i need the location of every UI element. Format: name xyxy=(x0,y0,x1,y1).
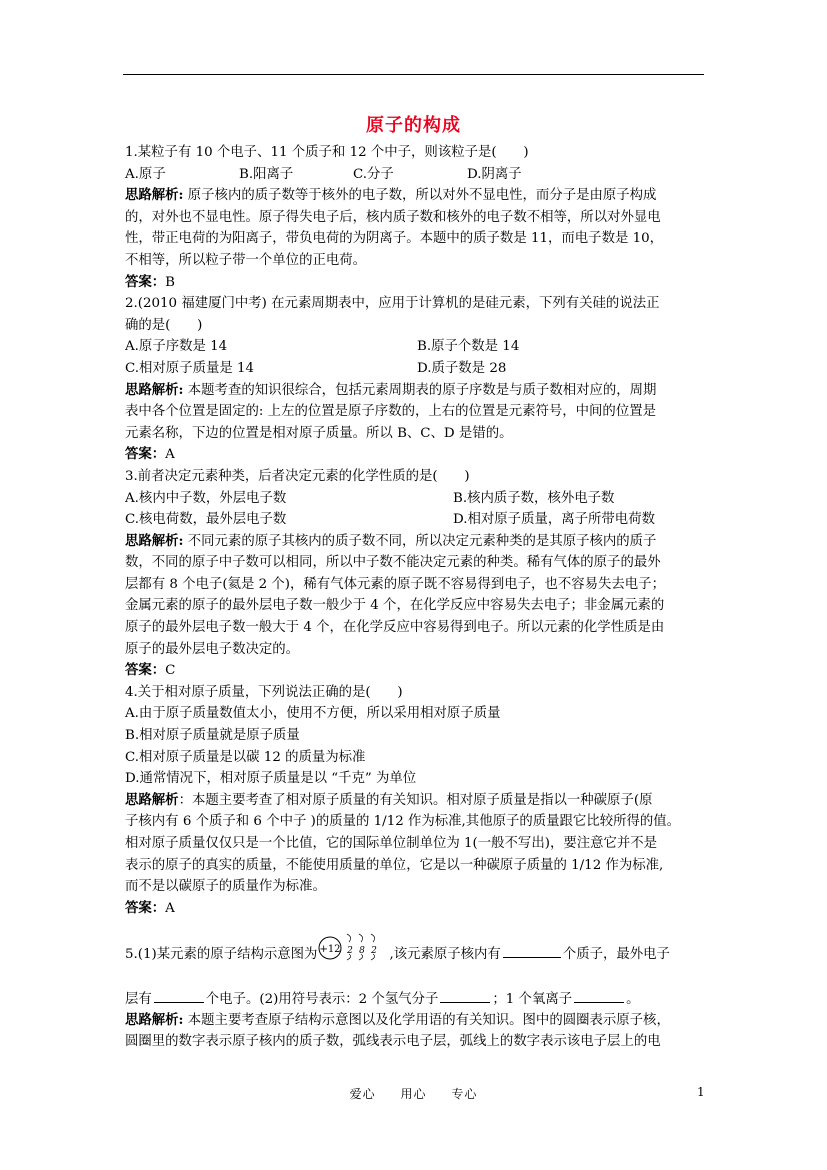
q4-analysis-label: 思路解析 xyxy=(125,791,179,808)
q2-analysis-line: 表中各个位置是固定的: 上左的位置是原子序数的，上右的位置是元素符号，中间的位置是 xyxy=(125,404,656,420)
q5-analysis-line: 圆圈里的数字表示原子核内的质子数，弧线表示电子层，弧线上的数字表示该电子层上的电 xyxy=(125,1034,661,1050)
q2-answer-label: 答案： xyxy=(125,446,166,463)
q4-stem: 4.关于相对原子质量，下列说法正确的是( ) xyxy=(125,684,403,700)
q2-options-row xyxy=(125,358,709,380)
q3-option-a: A.核内中子数，外层电子数 xyxy=(125,490,287,506)
page-number: 1 xyxy=(697,1085,705,1099)
footer-item: 用心 xyxy=(400,1087,427,1101)
q2-option-a: A.原子序数是 14 xyxy=(125,339,228,355)
q2-answer: A xyxy=(165,447,175,463)
q4-analysis-line: 而不是以碳原子的质量作为标准。 xyxy=(125,879,326,895)
q2-stem-line: 确的是( ) xyxy=(125,317,203,333)
q3-analysis-line: 数，不同的原子中子数可以相同，所以中子数不能决定元素的种类。稀有气体的原子的最外 xyxy=(125,555,661,571)
q5-blank-protons[interactable] xyxy=(503,943,561,958)
q5-stem-part: ,该元素原子核内有 xyxy=(389,947,501,962)
q5-stem-part: 5.(1)某元素的原子结构示意图为 xyxy=(125,947,318,962)
q5-analysis-label: 思路解析: xyxy=(125,1011,184,1028)
q2-analysis-label: 思路解析: xyxy=(125,381,184,398)
header-rule xyxy=(123,74,704,75)
q5-continued xyxy=(125,988,709,1053)
q3-analysis-line: 层都有 8 个电子(氦是 2 个)，稀有气体元素的原子既不容易得到电子，也不容易失去电子； xyxy=(125,576,665,592)
q1-analysis-line: 不相等，所以粒子带一个单位的正电荷。 xyxy=(125,252,367,268)
q2-option-b: B.原子个数是 14 xyxy=(417,339,520,355)
q2-option-d: D.质子数是 28 xyxy=(417,360,507,376)
q3-stem: 3.前者决定元素种类，后者决定元素的化学性质的是( ) xyxy=(125,468,470,484)
q1-option-b: B.阳离子 xyxy=(239,166,294,182)
content-body xyxy=(125,142,709,919)
q2-stem-line: 2.(2010 福建厦门中考) 在元素周期表中，应用于计算机的是硅元素，下列有关硅的说法正 xyxy=(125,296,660,312)
q1-options xyxy=(125,164,709,186)
q1-option-d: D.阴离子 xyxy=(467,166,522,182)
q3-answer-label: 答案： xyxy=(125,662,166,679)
q1-option-a: A.原子 xyxy=(125,166,166,182)
q3-analysis-line: 不同元素的原子其核内的质子数不同，所以决定元素种类的是其原子核内的质子 xyxy=(183,533,657,549)
q3-options-row xyxy=(125,488,709,510)
diagram-shell-2: 8 xyxy=(359,946,366,956)
q1-stem: 1.某粒子有 10 个电子、11 个质子和 12 个中子，则该粒子是( ) xyxy=(125,145,529,160)
q5-analysis-line: 本题主要考查原子结构示意图以及化学用语的有关知识。图中的圆圈表示原子核， xyxy=(183,1012,670,1028)
q3-analysis-line: 原子的最外层电子数一般大于 4 个，在化学反应中容易得到电子。所以元素的化学性质是由 xyxy=(125,620,665,636)
q4-option-d: D.通常情况下，相对原子质量是以 “千克” 为单位 xyxy=(125,771,417,787)
q2-analysis-line: 元素名称，下边的位置是相对原子质量。所以 B、C、D 是错的。 xyxy=(125,425,513,441)
q3-analysis-label: 思路解析: xyxy=(125,532,184,549)
q3-option-b: B.核内质子数，核外电子数 xyxy=(453,490,615,506)
diagram-nucleus: +12 xyxy=(319,944,341,955)
q1-analysis-line: 性，带正电荷的为阳离子，带负电荷的为阴离子。本题中的质子数是 11，而电子数是 10， xyxy=(125,231,664,247)
q4-option-a: A.由于原子质量数值太小，使用不方便，所以采用相对原子质量 xyxy=(125,706,501,722)
q5-blank-hydrogen[interactable] xyxy=(440,988,490,1003)
q3-options-row xyxy=(125,509,709,531)
q4-analysis-line: ：本题主要考查了相对原子质量的有关知识。相对原子质量是指以一种碳原子(原 xyxy=(178,792,653,808)
q5-stem-line xyxy=(125,943,709,966)
q4-option-c: C.相对原子质量是以碳 12 的质量为标准 xyxy=(125,749,366,765)
q5-stem-part: 层有 xyxy=(125,992,152,1007)
atom-structure-diagram xyxy=(317,944,389,965)
diagram-shell-3: 2 xyxy=(371,946,378,956)
q1-analysis-line: 原子核内的质子数等于核外的电子数，所以对外不显电性，而分子是由原子构成 xyxy=(183,188,657,204)
q3-analysis-line: 金属元素的原子的最外层电子数一般少于 4 个，在化学反应中容易失去电子；非金属元素的 xyxy=(125,598,665,614)
q5-stem-line2 xyxy=(125,988,709,1010)
q3-option-d: D.相对原子质量，离子所带电荷数 xyxy=(453,512,655,528)
q1-analysis-line: 的，对外也不显电性。原子得失电子后，核内质子数和核外的电子数不相等，所以对外显电 xyxy=(125,209,661,225)
q4-answer: A xyxy=(165,900,175,916)
q1-option-c: C.分子 xyxy=(353,166,394,182)
q1-answer: B xyxy=(165,274,176,290)
q4-option-b: B.相对原子质量就是原子质量 xyxy=(125,728,300,744)
q4-analysis-line: 子核内有 6 个质子和 6 个中子 )的质量的 1/12 作为标准,其他原子的质量跟它比较所得的值。 xyxy=(125,814,681,830)
q5-stem-part: ；1 个氧离子 xyxy=(492,992,573,1007)
q2-options-row xyxy=(125,336,709,358)
q5-stem-part: 个电子。(2)用符号表示：2 个氢气分子 xyxy=(205,992,439,1007)
q5-stem-part: 个质子，最外电子 xyxy=(562,947,670,962)
q2-analysis-line: 本题考查的知识很综合，包括元素周期表的原子序数是与质子数相对应的，周期 xyxy=(183,382,657,398)
q5-blank-outer-electrons[interactable] xyxy=(154,988,204,1003)
diagram-shell-1: 2 xyxy=(347,946,354,956)
q3-analysis-line: 原子的最外层电子数决定的。 xyxy=(125,641,300,657)
q4-analysis-line: 表示的原子的真实的质量，不能使用质量的单位，它是以一种碳原子质量的 1/12 作为标准, xyxy=(125,857,664,873)
q3-option-c: C.核电荷数，最外层电子数 xyxy=(125,512,287,528)
q5-stem-part: 。 xyxy=(626,992,640,1007)
q1-analysis-label: 思路解析: xyxy=(125,187,184,204)
q3-answer: C xyxy=(165,663,176,679)
q5-blank-oxygen-ion[interactable] xyxy=(574,988,624,1003)
q2-option-c: C.相对原子质量是 14 xyxy=(125,360,255,376)
q1-answer-label: 答案： xyxy=(125,273,166,290)
q4-analysis-line: 相对原子质量仅仅只是一个比值，它的国际单位制单位为 1(一般不写出)，要注意它并不是 xyxy=(125,836,658,851)
q4-answer-label: 答案： xyxy=(125,899,166,916)
document-title: 原子的构成 xyxy=(366,115,461,136)
footer-item: 专心 xyxy=(451,1087,478,1101)
footer-item: 爱心 xyxy=(349,1087,376,1101)
